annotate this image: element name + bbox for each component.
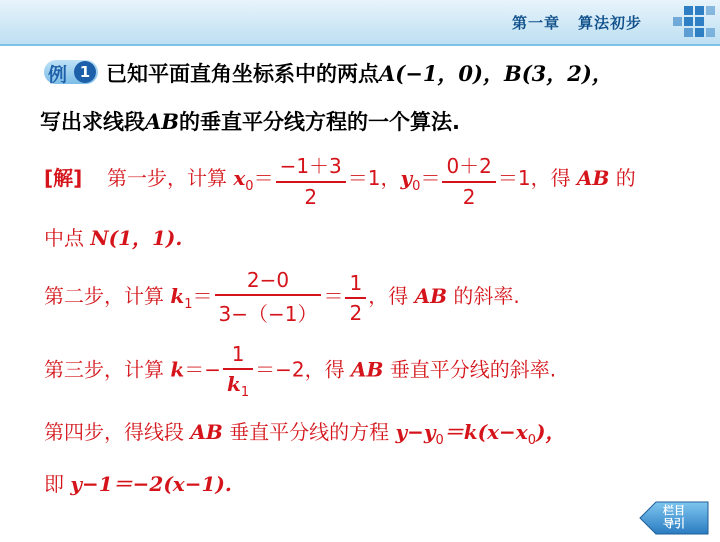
fraction-x0: $\frac{-1+3}{2}$	[276, 150, 346, 209]
nav-label: 栏目 导引	[663, 504, 685, 530]
header-bar	[0, 0, 720, 46]
grid-logo-icon	[670, 4, 714, 40]
step-2: 第二步，计算 $k_1=$ $\frac{2-0}{3-(-1)}$ ＝ $\frac{1}{2}$ ，得 AB 的斜率.	[44, 268, 520, 326]
nav-guide-button[interactable]	[634, 496, 714, 538]
chapter-label: 第一章	[512, 14, 561, 32]
point-b: B(3，2)，	[504, 61, 613, 86]
step-4-continued: 即 y−1＝−2(x−1).	[44, 472, 232, 496]
chapter-title	[512, 12, 642, 33]
step-1-continued: 中点 N(1，1).	[44, 226, 183, 250]
step-4: 第四步，得线段 AB 垂直平分线的方程 $y-y_0=k(x-x_0)$，	[44, 420, 566, 448]
step-1: [解] 第一步，计算 $x_0=$ $\frac{-1+3}{2}$ ＝1，$y_0=$ $\frac{0+2}{2}$ ＝1，得 AB 的	[44, 150, 636, 209]
fraction-k: $\frac{1}{k_1}$	[223, 342, 253, 400]
problem-line-1	[44, 58, 613, 88]
problem-line-2: 写出求线段AB的垂直平分线方程的一个算法.	[40, 109, 461, 134]
step-3: 第三步，计算 k＝− $\frac{1}{k_1}$ ＝−2，得 AB 垂直平分线的斜率.	[44, 342, 557, 400]
fraction-half: $\frac{1}{2}$	[345, 271, 366, 325]
solution-label: [解]	[44, 166, 83, 190]
problem-text-1: 已知平面直角坐标系中的两点	[106, 62, 379, 86]
section-label: 算法初步	[578, 14, 643, 32]
point-a: A(−1，0)，	[379, 61, 504, 86]
example-badge: 例 1	[44, 58, 100, 86]
fraction-y0: $\frac{0+2}{2}$	[442, 150, 495, 209]
fraction-k1: $\frac{2-0}{3-(-1)}$	[215, 268, 322, 327]
